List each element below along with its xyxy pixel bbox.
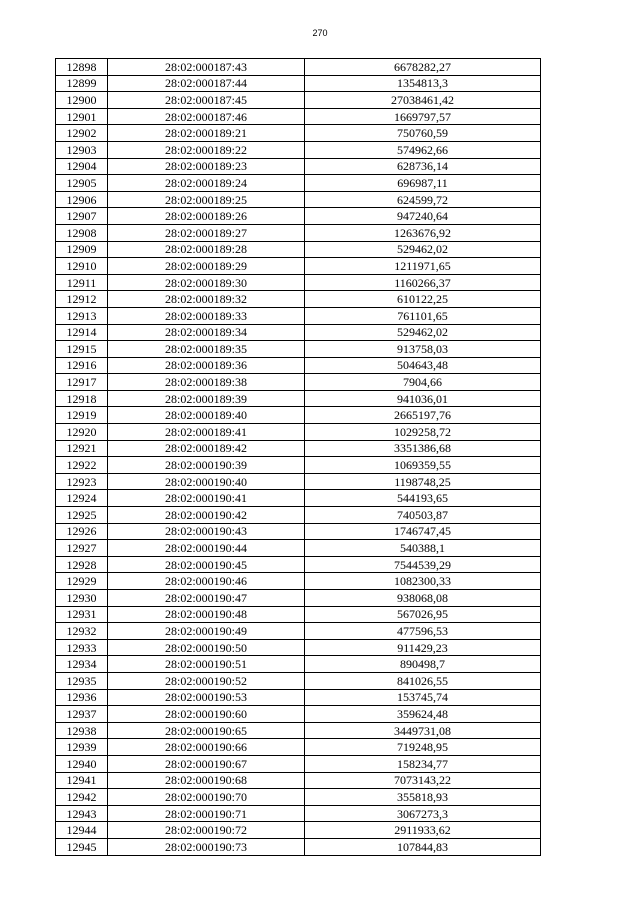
cadastral-number-cell: 28:02:000190:40 xyxy=(108,473,305,490)
cadastral-number-cell: 28:02:000189:25 xyxy=(108,191,305,208)
row-index-cell: 12930 xyxy=(56,590,108,607)
table-row xyxy=(56,523,541,540)
cadastral-number-cell: 28:02:000190:44 xyxy=(108,540,305,557)
row-index-cell: 12927 xyxy=(56,540,108,557)
value-cell: 2911933,62 xyxy=(305,822,541,839)
cadastral-number-cell: 28:02:000189:30 xyxy=(108,274,305,291)
table-row xyxy=(56,672,541,689)
table-row xyxy=(56,108,541,125)
value-cell: 1354813,3 xyxy=(305,75,541,92)
row-index-cell: 12912 xyxy=(56,291,108,308)
table-row xyxy=(56,241,541,258)
value-cell: 913758,03 xyxy=(305,341,541,358)
cadastral-number-cell: 28:02:000190:53 xyxy=(108,689,305,706)
row-index-cell: 12933 xyxy=(56,639,108,656)
value-cell: 504643,48 xyxy=(305,357,541,374)
value-cell: 1198748,25 xyxy=(305,473,541,490)
table-row xyxy=(56,772,541,789)
cadastral-number-cell: 28:02:000187:46 xyxy=(108,108,305,125)
cadastral-number-cell: 28:02:000190:46 xyxy=(108,573,305,590)
value-cell: 740503,87 xyxy=(305,507,541,524)
value-cell: 1069359,55 xyxy=(305,457,541,474)
row-index-cell: 12925 xyxy=(56,507,108,524)
row-index-cell: 12940 xyxy=(56,755,108,772)
value-cell: 107844,83 xyxy=(305,838,541,855)
value-cell: 153745,74 xyxy=(305,689,541,706)
cadastral-number-cell: 28:02:000189:40 xyxy=(108,407,305,424)
cadastral-number-cell: 28:02:000190:43 xyxy=(108,523,305,540)
value-cell: 761101,65 xyxy=(305,307,541,324)
row-index-cell: 12941 xyxy=(56,772,108,789)
row-index-cell: 12928 xyxy=(56,556,108,573)
table-row xyxy=(56,75,541,92)
row-index-cell: 12915 xyxy=(56,341,108,358)
row-index-cell: 12926 xyxy=(56,523,108,540)
row-index-cell: 12903 xyxy=(56,141,108,158)
cadastral-number-cell: 28:02:000189:38 xyxy=(108,374,305,391)
value-cell: 628736,14 xyxy=(305,158,541,175)
row-index-cell: 12929 xyxy=(56,573,108,590)
cadastral-number-cell: 28:02:000189:27 xyxy=(108,224,305,241)
row-index-cell: 12942 xyxy=(56,789,108,806)
value-cell: 2665197,76 xyxy=(305,407,541,424)
row-index-cell: 12936 xyxy=(56,689,108,706)
cadastral-number-cell: 28:02:000189:35 xyxy=(108,341,305,358)
cadastral-number-cell: 28:02:000189:29 xyxy=(108,258,305,275)
row-index-cell: 12939 xyxy=(56,739,108,756)
row-index-cell: 12908 xyxy=(56,224,108,241)
table-row xyxy=(56,739,541,756)
value-cell: 3067273,3 xyxy=(305,805,541,822)
value-cell: 355818,93 xyxy=(305,789,541,806)
table-row xyxy=(56,175,541,192)
cadastral-number-cell: 28:02:000190:66 xyxy=(108,739,305,756)
value-cell: 158234,77 xyxy=(305,755,541,772)
value-cell: 3449731,08 xyxy=(305,722,541,739)
value-cell: 574962,66 xyxy=(305,141,541,158)
table-row xyxy=(56,822,541,839)
row-index-cell: 12911 xyxy=(56,274,108,291)
table-row xyxy=(56,606,541,623)
cadastral-number-cell: 28:02:000190:51 xyxy=(108,656,305,673)
row-index-cell: 12900 xyxy=(56,92,108,109)
row-index-cell: 12901 xyxy=(56,108,108,125)
row-index-cell: 12917 xyxy=(56,374,108,391)
table-body xyxy=(56,59,541,856)
cadastral-number-cell: 28:02:000189:39 xyxy=(108,390,305,407)
page-number: 270 xyxy=(312,28,328,38)
value-cell: 27038461,42 xyxy=(305,92,541,109)
cadastral-number-cell: 28:02:000190:73 xyxy=(108,838,305,855)
value-cell: 7904,66 xyxy=(305,374,541,391)
table-row xyxy=(56,341,541,358)
table-row xyxy=(56,556,541,573)
row-index-cell: 12905 xyxy=(56,175,108,192)
row-index-cell: 12921 xyxy=(56,440,108,457)
cadastral-number-cell: 28:02:000189:36 xyxy=(108,357,305,374)
table-row xyxy=(56,440,541,457)
row-index-cell: 12902 xyxy=(56,125,108,142)
table-row xyxy=(56,258,541,275)
table-row xyxy=(56,507,541,524)
row-index-cell: 12932 xyxy=(56,623,108,640)
value-cell: 911429,23 xyxy=(305,639,541,656)
cadastral-number-cell: 28:02:000190:47 xyxy=(108,590,305,607)
row-index-cell: 12914 xyxy=(56,324,108,341)
table-row xyxy=(56,689,541,706)
table-row xyxy=(56,540,541,557)
row-index-cell: 12899 xyxy=(56,75,108,92)
table-row xyxy=(56,390,541,407)
table-row xyxy=(56,224,541,241)
cadastral-number-cell: 28:02:000187:45 xyxy=(108,92,305,109)
row-index-cell: 12943 xyxy=(56,805,108,822)
cadastral-number-cell: 28:02:000190:67 xyxy=(108,755,305,772)
table-row xyxy=(56,656,541,673)
cadastral-number-cell: 28:02:000190:71 xyxy=(108,805,305,822)
table-row xyxy=(56,357,541,374)
table-row xyxy=(56,706,541,723)
cadastral-number-cell: 28:02:000189:42 xyxy=(108,440,305,457)
cadastral-number-cell: 28:02:000189:28 xyxy=(108,241,305,258)
table-row xyxy=(56,291,541,308)
cadastral-number-cell: 28:02:000190:41 xyxy=(108,490,305,507)
row-index-cell: 12922 xyxy=(56,457,108,474)
cadastral-number-cell: 28:02:000190:60 xyxy=(108,706,305,723)
value-cell: 3351386,68 xyxy=(305,440,541,457)
table-row xyxy=(56,789,541,806)
row-index-cell: 12918 xyxy=(56,390,108,407)
cadastral-number-cell: 28:02:000189:33 xyxy=(108,307,305,324)
value-cell: 750760,59 xyxy=(305,125,541,142)
table-row xyxy=(56,208,541,225)
cadastral-number-cell: 28:02:000190:52 xyxy=(108,672,305,689)
table-row xyxy=(56,374,541,391)
value-cell: 947240,64 xyxy=(305,208,541,225)
row-index-cell: 12898 xyxy=(56,59,108,76)
table-row xyxy=(56,722,541,739)
row-index-cell: 12904 xyxy=(56,158,108,175)
table-row xyxy=(56,407,541,424)
table-row xyxy=(56,141,541,158)
value-cell: 1746747,45 xyxy=(305,523,541,540)
table-row xyxy=(56,623,541,640)
table-row xyxy=(56,838,541,855)
row-index-cell: 12909 xyxy=(56,241,108,258)
cadastral-number-cell: 28:02:000189:23 xyxy=(108,158,305,175)
row-index-cell: 12944 xyxy=(56,822,108,839)
cadastral-number-cell: 28:02:000190:70 xyxy=(108,789,305,806)
table-row xyxy=(56,590,541,607)
cadastral-number-cell: 28:02:000189:21 xyxy=(108,125,305,142)
cadastral-number-cell: 28:02:000189:26 xyxy=(108,208,305,225)
table-row xyxy=(56,158,541,175)
cadastral-number-cell: 28:02:000190:39 xyxy=(108,457,305,474)
table-row xyxy=(56,573,541,590)
table-row xyxy=(56,755,541,772)
cadastral-number-cell: 28:02:000187:43 xyxy=(108,59,305,76)
cadastral-number-cell: 28:02:000190:45 xyxy=(108,556,305,573)
value-cell: 1160266,37 xyxy=(305,274,541,291)
value-cell: 529462,02 xyxy=(305,241,541,258)
row-index-cell: 12916 xyxy=(56,357,108,374)
value-cell: 610122,25 xyxy=(305,291,541,308)
table-row xyxy=(56,191,541,208)
table-row xyxy=(56,274,541,291)
cadastral-number-cell: 28:02:000189:22 xyxy=(108,141,305,158)
cadastral-value-table xyxy=(55,58,541,856)
cadastral-number-cell: 28:02:000190:65 xyxy=(108,722,305,739)
value-cell: 540388,1 xyxy=(305,540,541,557)
value-cell: 1263676,92 xyxy=(305,224,541,241)
value-cell: 890498,7 xyxy=(305,656,541,673)
table-row xyxy=(56,457,541,474)
cadastral-number-cell: 28:02:000190:50 xyxy=(108,639,305,656)
value-cell: 941036,01 xyxy=(305,390,541,407)
value-cell: 841026,55 xyxy=(305,672,541,689)
table-row xyxy=(56,639,541,656)
row-index-cell: 12910 xyxy=(56,258,108,275)
value-cell: 7544539,29 xyxy=(305,556,541,573)
value-cell: 359624,48 xyxy=(305,706,541,723)
value-cell: 1669797,57 xyxy=(305,108,541,125)
table-row xyxy=(56,424,541,441)
table-row xyxy=(56,59,541,76)
table-row xyxy=(56,324,541,341)
value-cell: 1029258,72 xyxy=(305,424,541,441)
table-row xyxy=(56,473,541,490)
cadastral-number-cell: 28:02:000190:48 xyxy=(108,606,305,623)
row-index-cell: 12919 xyxy=(56,407,108,424)
value-cell: 477596,53 xyxy=(305,623,541,640)
value-cell: 696987,11 xyxy=(305,175,541,192)
row-index-cell: 12906 xyxy=(56,191,108,208)
row-index-cell: 12938 xyxy=(56,722,108,739)
row-index-cell: 12924 xyxy=(56,490,108,507)
row-index-cell: 12945 xyxy=(56,838,108,855)
value-cell: 1082300,33 xyxy=(305,573,541,590)
cadastral-number-cell: 28:02:000190:68 xyxy=(108,772,305,789)
value-cell: 7073143,22 xyxy=(305,772,541,789)
table-row xyxy=(56,307,541,324)
cadastral-number-cell: 28:02:000190:72 xyxy=(108,822,305,839)
cadastral-number-cell: 28:02:000189:41 xyxy=(108,424,305,441)
cadastral-number-cell: 28:02:000190:42 xyxy=(108,507,305,524)
cadastral-number-cell: 28:02:000189:24 xyxy=(108,175,305,192)
row-index-cell: 12913 xyxy=(56,307,108,324)
row-index-cell: 12937 xyxy=(56,706,108,723)
row-index-cell: 12935 xyxy=(56,672,108,689)
row-index-cell: 12907 xyxy=(56,208,108,225)
value-cell: 6678282,27 xyxy=(305,59,541,76)
row-index-cell: 12923 xyxy=(56,473,108,490)
table-row xyxy=(56,92,541,109)
table-row xyxy=(56,125,541,142)
cadastral-number-cell: 28:02:000187:44 xyxy=(108,75,305,92)
value-cell: 544193,65 xyxy=(305,490,541,507)
value-cell: 719248,95 xyxy=(305,739,541,756)
row-index-cell: 12931 xyxy=(56,606,108,623)
row-index-cell: 12934 xyxy=(56,656,108,673)
cadastral-number-cell: 28:02:000189:34 xyxy=(108,324,305,341)
value-cell: 938068,08 xyxy=(305,590,541,607)
cadastral-number-cell: 28:02:000189:32 xyxy=(108,291,305,308)
value-cell: 567026,95 xyxy=(305,606,541,623)
value-cell: 529462,02 xyxy=(305,324,541,341)
row-index-cell: 12920 xyxy=(56,424,108,441)
cadastral-number-cell: 28:02:000190:49 xyxy=(108,623,305,640)
value-cell: 624599,72 xyxy=(305,191,541,208)
table-row xyxy=(56,490,541,507)
value-cell: 1211971,65 xyxy=(305,258,541,275)
table-row xyxy=(56,805,541,822)
